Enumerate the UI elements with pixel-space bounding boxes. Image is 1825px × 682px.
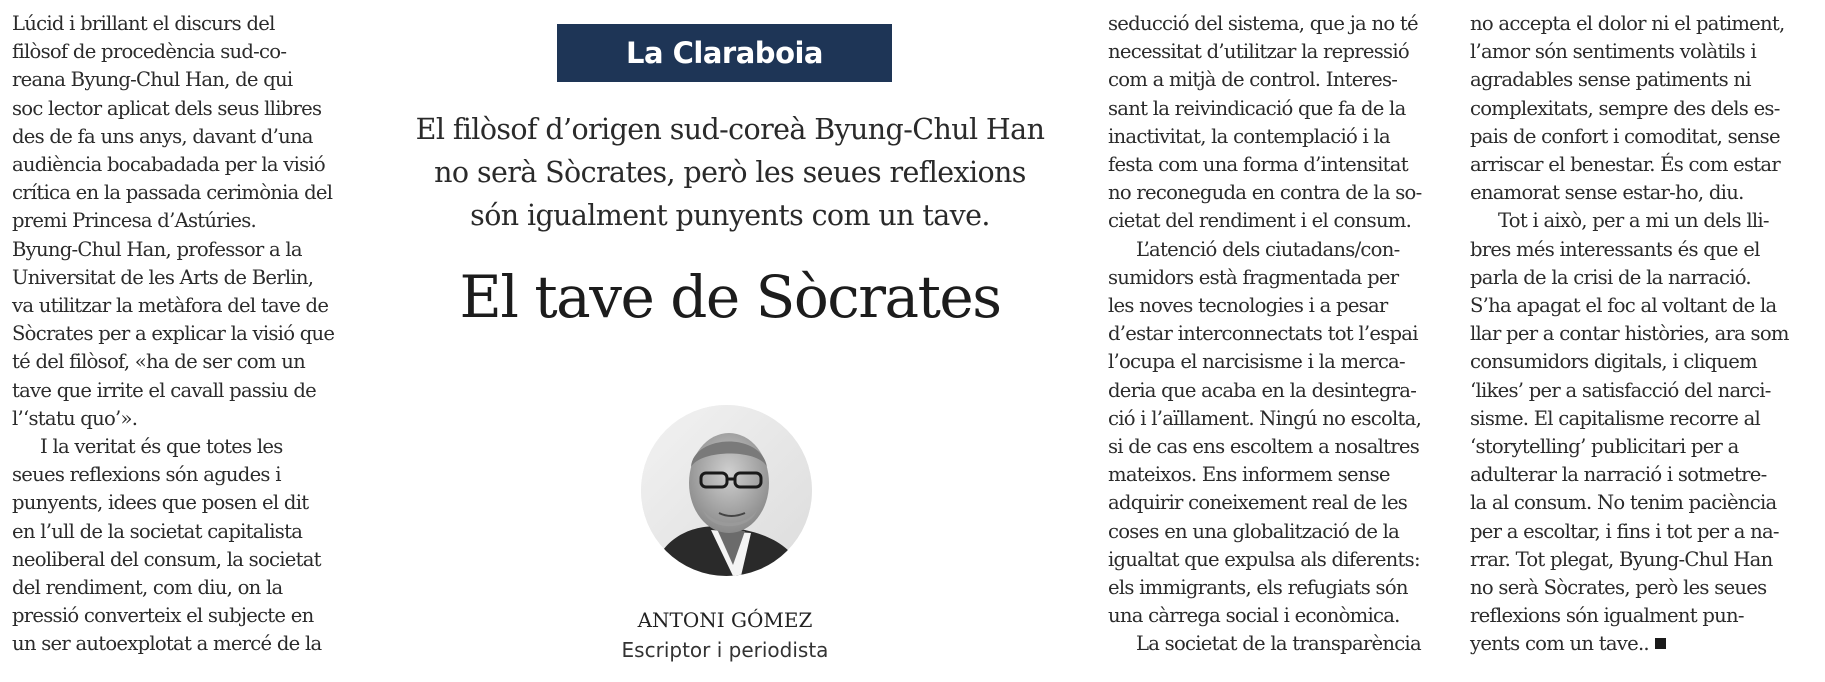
subtitle-line: El filòsof d’origen sud-coreà Byung-Chul Han bbox=[415, 113, 1045, 146]
end-of-article-square-icon bbox=[1655, 638, 1666, 649]
article-text-line: agradables sense patiments ni bbox=[1470, 68, 1751, 92]
article-column-3 bbox=[1470, 10, 1815, 670]
article-text-line: neoliberal del consum, la societat bbox=[12, 547, 321, 571]
article-text-line: adulterar la narració i sotmetre- bbox=[1470, 463, 1767, 487]
article-text-line: soc lector aplicat dels seus llibres bbox=[12, 96, 322, 120]
article-text-line: consumidors digitals, i cliquem bbox=[1470, 350, 1757, 374]
article-text-line: com a mitjà de control. Interes- bbox=[1108, 68, 1398, 92]
article-text-line: llar per a contar històries, ara som bbox=[1470, 322, 1789, 346]
article-text-line: pais de confort i comoditat, sense bbox=[1470, 124, 1780, 148]
article-text-line: Byung-Chul Han, professor a la bbox=[12, 237, 302, 261]
article-text-line: premi Princesa d’Astúries. bbox=[12, 209, 257, 233]
article-text-line: festa com una forma d’intensitat bbox=[1108, 153, 1408, 177]
article-text-line: una càrrega social i econòmica. bbox=[1108, 604, 1400, 628]
article-text-line: ‘storytelling’ publicitari per a bbox=[1470, 435, 1739, 459]
article-text-line: cietat del rendiment i el consum. bbox=[1108, 209, 1412, 233]
article-text-line: audiència bocabadada per la visió bbox=[12, 153, 325, 177]
article-text-line: pressió converteix el subjecte en bbox=[12, 604, 314, 628]
article-text-line: per a escoltar, i fins i tot per a na- bbox=[1470, 519, 1779, 543]
article-column-1 bbox=[12, 10, 357, 670]
article-text-line: no serà Sòcrates, però les seues bbox=[1470, 576, 1767, 600]
article-text-line: les noves tecnologies i a pesar bbox=[1108, 294, 1388, 318]
article-text-line: seues reflexions són agudes i bbox=[12, 463, 281, 487]
article-text-line: filòsof de procedència sud-co- bbox=[12, 40, 287, 64]
author-role: Escriptor i periodista bbox=[621, 638, 829, 662]
article-text-line: S’ha apagat el foc al voltant de la bbox=[1470, 294, 1777, 318]
article-text-line: l’ocupa el narcisisme i la merca- bbox=[1108, 350, 1405, 374]
article-text-line: parla de la crisi de la narració. bbox=[1470, 265, 1751, 289]
article-text-line: Universitat de les Arts de Berlin, bbox=[12, 265, 314, 289]
article-text-line: sumidors està fragmentada per bbox=[1108, 265, 1399, 289]
article-text-line: l’‘statu quo’». bbox=[12, 406, 138, 430]
article-text-line: reana Byung-Chul Han, de qui bbox=[12, 68, 293, 92]
article-text-line: no reconeguda en contra de la so- bbox=[1108, 181, 1422, 205]
article-text-line: necessitat d’utilitzar la repressió bbox=[1108, 40, 1409, 64]
article-text-line: seducció del sistema, que ja no té bbox=[1108, 12, 1418, 35]
article-text-line: yents com un tave.. bbox=[1470, 630, 1815, 658]
article-text-line: I la veritat és que totes les bbox=[40, 435, 283, 459]
subtitle bbox=[360, 108, 1100, 237]
author-portrait-image bbox=[641, 405, 812, 576]
article-text-line: La societat de la transparència bbox=[1136, 632, 1421, 656]
article-text-line: punyents, idees que posen el dit bbox=[12, 491, 309, 515]
article-text-line: va utilitzar la metàfora del tave de bbox=[12, 294, 329, 318]
article-text-line: els immigrants, els refugiats són bbox=[1108, 576, 1408, 600]
article-text-line: la al consum. No tenim paciència bbox=[1470, 491, 1777, 515]
article-text-line: en l’ull de la societat capitalista bbox=[12, 519, 303, 543]
article-column-2 bbox=[1108, 10, 1448, 670]
author-name: ANTONI GÓMEZ bbox=[637, 608, 813, 632]
article-text-line: des de fa uns anys, davant d’una bbox=[12, 124, 313, 148]
article-text-line: bres més interessants és que el bbox=[1470, 237, 1760, 261]
article-text-line: Sòcrates per a explicar la visió que bbox=[12, 322, 335, 346]
headline: El tave de Sòcrates bbox=[459, 263, 1001, 331]
section-tag bbox=[557, 24, 892, 82]
article-text-line: d’estar interconnectats tot l’espai bbox=[1108, 322, 1418, 346]
article-text-line: no accepta el dolor ni el patiment, bbox=[1470, 12, 1785, 35]
article-text-line: Tot i això, per a mi un dels lli- bbox=[1498, 209, 1769, 233]
article-text-line: sant la reivindicació que fa de la bbox=[1108, 96, 1406, 120]
article-text-line: adquirir coneixement real de les bbox=[1108, 491, 1408, 515]
article-text-line: l’amor són sentiments volàtils i bbox=[1470, 40, 1756, 64]
article-text-line: si de cas ens escoltem a nosaltres bbox=[1108, 435, 1420, 459]
section-tag-label: La Claraboia bbox=[626, 36, 823, 70]
article-text-line: tave que irrite el cavall passiu de bbox=[12, 378, 316, 402]
article-text-line: crítica en la passada cerimònia del bbox=[12, 181, 333, 205]
article-text-line: mateixos. Ens informem sense bbox=[1108, 463, 1390, 487]
article-text-line: sisme. El capitalisme recorre al bbox=[1470, 406, 1761, 430]
subtitle-line: són igualment punyents com un tave. bbox=[470, 199, 990, 232]
article-text-line: rrar. Tot plegat, Byung-Chul Han bbox=[1470, 547, 1773, 571]
article-text-line: igualtat que expulsa als diferents: bbox=[1108, 547, 1420, 571]
article-text-line: coses en una globalització de la bbox=[1108, 519, 1400, 543]
article-text-line: un ser autoexplotat a mercé de la bbox=[12, 632, 322, 656]
article-text-line: enamorat sense estar-ho, diu. bbox=[1470, 181, 1744, 205]
article-text-line: ció i l’aïllament. Ningú no escolta, bbox=[1108, 406, 1422, 430]
article-text-line: té del filòsof, «ha de ser com un bbox=[12, 350, 305, 374]
article-text-line: Lúcid i brillant el discurs del bbox=[12, 12, 275, 35]
article-text-line: del rendiment, com diu, on la bbox=[12, 576, 283, 600]
author-photo bbox=[641, 405, 812, 576]
article-text-line: deria que acaba en la desintegra- bbox=[1108, 378, 1417, 402]
article-text-line: complexitats, sempre des dels es- bbox=[1470, 96, 1780, 120]
subtitle-line: no serà Sòcrates, però les seues reflexions bbox=[434, 156, 1026, 189]
article-text-line: arriscar el benestar. És com estar bbox=[1470, 153, 1780, 177]
article-text-line: inactivitat, la contemplació i la bbox=[1108, 124, 1390, 148]
article-text-line: reflexions són igualment pun- bbox=[1470, 604, 1744, 628]
article-text-line: ‘likes’ per a satisfacció del narci- bbox=[1470, 378, 1771, 402]
article-text-line: L’atenció dels ciutadans/con- bbox=[1136, 237, 1400, 261]
